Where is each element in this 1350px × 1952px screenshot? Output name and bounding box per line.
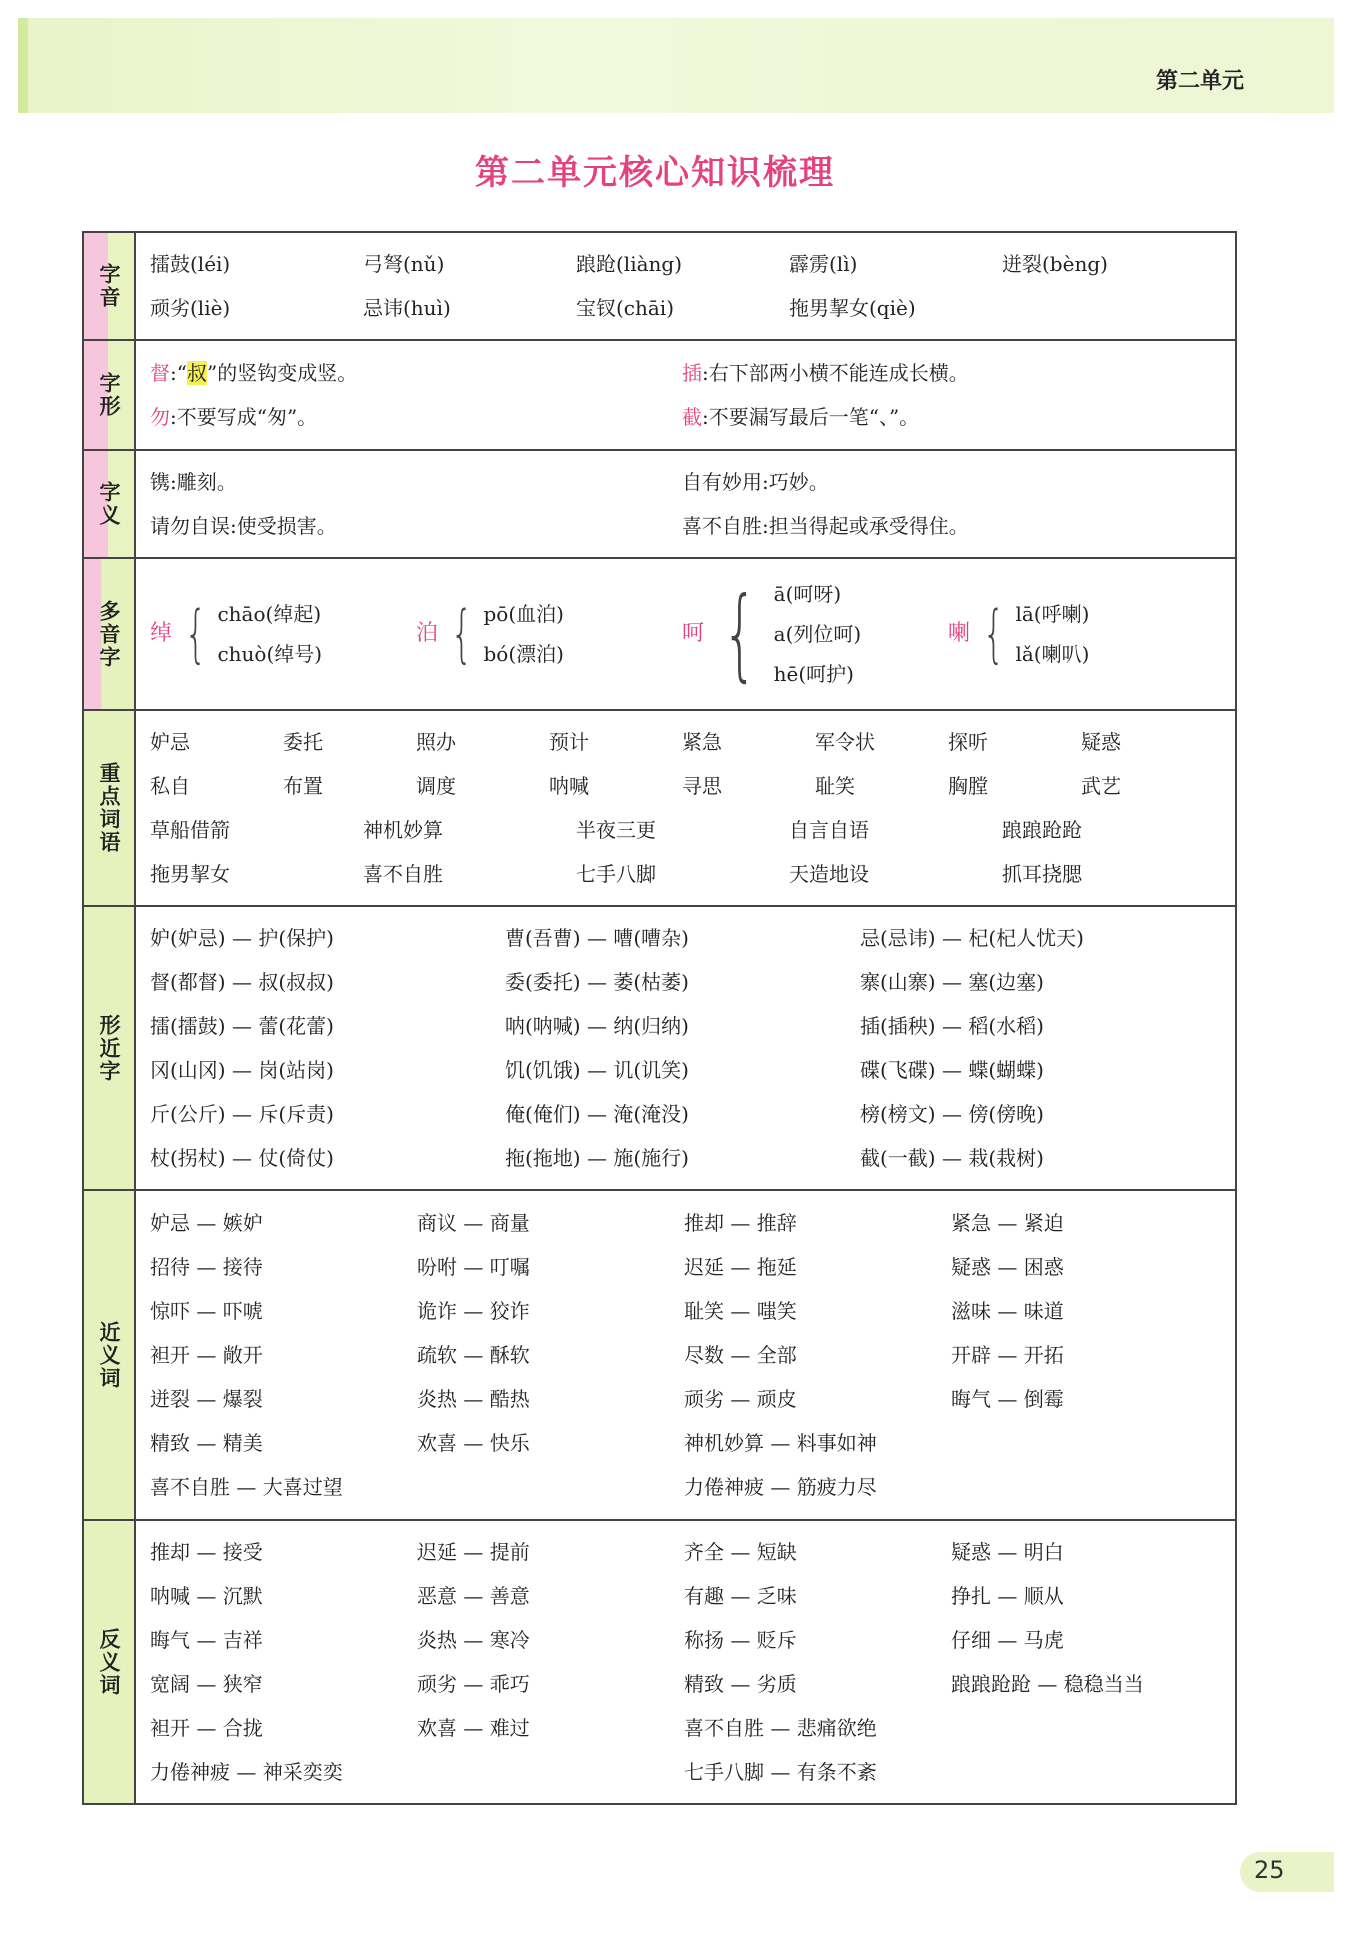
zixing-grid (150, 351, 1235, 439)
fanyi-item: 七手八脚 — 有条不紊 (684, 1760, 877, 1784)
section-ziyi (83, 450, 1236, 558)
ciyu-item: 神机妙算 (363, 818, 443, 842)
section-label-xingjin: 形近字 (83, 906, 135, 1190)
ciyu-item: 天造地设 (789, 862, 869, 886)
xingjin-item: 榜(榜文) — 傍(傍晚) (860, 1102, 1044, 1126)
fanyi-item: 炎热 — 寒冷 (417, 1628, 530, 1652)
unit-label: 第二单元 (1155, 69, 1244, 94)
xingjin-item: 饥(饥饿) — 讥(讥笑) (505, 1058, 689, 1082)
zixing-key: 截 (682, 405, 702, 429)
duoyin-char: 喇 (948, 621, 971, 646)
brace-icon: { (450, 597, 473, 670)
ciyu-item: 疑惑 (1081, 730, 1121, 754)
jinyi-item: 袒开 — 敞开 (150, 1343, 263, 1367)
ciyu-item: 呐喊 (549, 774, 589, 798)
zixing-text: :不要漏写最后一笔“、”。 (702, 405, 920, 429)
duoyin-reading: lǎ(喇叭) (1015, 642, 1090, 666)
xingjin-item: 妒(妒忌) — 护(保护) (150, 926, 334, 950)
ziyin-item: 迸裂(bèng) (1002, 252, 1108, 276)
duoyin-char: 呵 (682, 621, 705, 646)
jinyi-item: 惊吓 — 吓唬 (150, 1299, 263, 1323)
top-band (18, 18, 1334, 113)
ciyu-item: 耻笑 (815, 774, 855, 798)
jinyi-item: 商议 — 商量 (417, 1211, 530, 1235)
jinyi-item: 耻笑 — 嗤笑 (684, 1299, 797, 1323)
xingjin-item: 督(都督) — 叔(叔叔) (150, 970, 334, 994)
fanyi-item: 疑惑 — 明白 (951, 1540, 1064, 1564)
section-jinyi (83, 1190, 1236, 1520)
xingjin-item: 忌(忌讳) — 杞(杞人忧天) (860, 926, 1084, 950)
xingjin-item: 斤(公斤) — 斥(斥责) (150, 1102, 334, 1126)
section-content-xingjin (135, 906, 1236, 1190)
xingjin-item: 杖(拐杖) — 仗(倚仗) (150, 1146, 334, 1170)
ciyu-item: 抓耳挠腮 (1002, 862, 1082, 886)
fanyi-item: 有趣 — 乏味 (684, 1584, 797, 1608)
ziyin-item: 弓弩(nǔ) (363, 252, 445, 276)
fanyi-item: 呐喊 — 沉默 (150, 1584, 263, 1608)
fanyi-item: 顽劣 — 乖巧 (417, 1672, 530, 1696)
ziyi-item: 请勿自误:使受损害。 (150, 514, 337, 538)
jinyi-grid (150, 1201, 1235, 1509)
ciyu-item: 喜不自胜 (363, 862, 443, 886)
section-content-ziyi (135, 450, 1236, 558)
jinyi-item: 迟延 — 拖延 (684, 1255, 797, 1279)
jinyi-item: 尽数 — 全部 (684, 1343, 797, 1367)
fanyi-item: 踉踉跄跄 — 稳稳当当 (951, 1672, 1144, 1696)
duoyin-reading: lā(呼喇) (1015, 602, 1090, 626)
section-ciyu (83, 710, 1236, 906)
jinyi-item: 神机妙算 — 料事如神 (684, 1431, 877, 1455)
duoyin-reading: pō(血泊) (483, 602, 564, 626)
ziyi-item: 喜不自胜:担当得起或承受得住。 (682, 514, 969, 538)
jinyi-item: 力倦神疲 — 筋疲力尽 (684, 1475, 877, 1499)
ziyin-item: 顽劣(liè) (150, 296, 231, 320)
zixing-key: 勿 (150, 405, 170, 429)
fanyi-item: 晦气 — 吉祥 (150, 1628, 263, 1652)
jinyi-item: 顽劣 — 顽皮 (684, 1387, 797, 1411)
xingjin-item: 擂(擂鼓) — 蕾(花蕾) (150, 1014, 334, 1038)
duoyin-reading: chāo(绰起) (217, 602, 322, 626)
ciyu-item: 军令状 (815, 730, 875, 754)
duoyin-readings (483, 594, 563, 674)
jinyi-item: 吩咐 — 叮嘱 (417, 1255, 530, 1279)
jinyi-item: 迸裂 — 爆裂 (150, 1387, 263, 1411)
ciyu-item: 妒忌 (150, 730, 190, 754)
jinyi-item: 招待 — 接待 (150, 1255, 263, 1279)
duoyin-group (682, 574, 948, 694)
ziyin-item: 拖男挈女(qiè) (789, 296, 916, 320)
xingjin-item: 呐(呐喊) — 纳(归纳) (505, 1014, 689, 1038)
fanyi-item: 仔细 — 马虎 (951, 1628, 1064, 1652)
jinyi-item: 推却 — 推辞 (684, 1211, 797, 1235)
fanyi-item: 挣扎 — 顺从 (951, 1584, 1064, 1608)
zixing-item (150, 351, 682, 395)
fanyi-item: 宽阔 — 狭窄 (150, 1672, 263, 1696)
section-content-ciyu (135, 710, 1236, 906)
duoyin-char: 绰 (150, 621, 173, 646)
xingjin-item: 委(委托) — 萎(枯萎) (505, 970, 689, 994)
section-content-zixing (135, 340, 1236, 450)
duoyin-reading: bó(漂泊) (483, 642, 564, 666)
duoyin-group (416, 594, 682, 674)
ciyu-item: 探听 (948, 730, 988, 754)
ciyu-item: 胸膛 (948, 774, 988, 798)
section-label-zixing: 字形 (83, 340, 135, 450)
xingjin-item: 曹(吾曹) — 嘈(嘈杂) (505, 926, 689, 950)
page-title: 第二单元核心知识梳理 (475, 153, 835, 193)
duoyin-group (150, 594, 416, 674)
duoyin-readings (1015, 594, 1089, 674)
jinyi-item: 疏软 — 酥软 (417, 1343, 530, 1367)
page-number: 25 (1254, 1856, 1285, 1884)
ciyu-item: 调度 (416, 774, 456, 798)
knowledge-table (82, 231, 1237, 1805)
duoyin-readings (774, 574, 862, 694)
jinyi-item: 紧急 — 紧迫 (951, 1211, 1064, 1235)
fanyi-item: 称扬 — 贬斥 (684, 1628, 797, 1652)
duoyin-reading: hē(呵护) (773, 662, 854, 686)
jinyi-item: 妒忌 — 嫉妒 (150, 1211, 263, 1235)
jinyi-item: 滋味 — 味道 (951, 1299, 1064, 1323)
ciyu-item: 私自 (150, 774, 190, 798)
ciyu-item: 委托 (283, 730, 323, 754)
jinyi-item: 精致 — 精美 (150, 1431, 263, 1455)
zixing-text: :不要写成“匆”。 (170, 405, 318, 429)
ciyu-item: 踉踉跄跄 (1002, 818, 1082, 842)
fanyi-item: 齐全 — 短缺 (684, 1540, 797, 1564)
xingjin-item: 寨(山寨) — 塞(边塞) (860, 970, 1044, 994)
xingjin-item: 冈(山冈) — 岗(站岗) (150, 1058, 334, 1082)
zixing-text: ”的竖钩变成竖。 (206, 361, 358, 385)
ciyu-item: 预计 (549, 730, 589, 754)
fanyi-item: 欢喜 — 难过 (417, 1716, 530, 1740)
ziyi-grid (150, 460, 1235, 548)
jinyi-item: 晦气 — 倒霉 (951, 1387, 1064, 1411)
ziyi-item: 自有妙用:巧妙。 (682, 470, 829, 494)
section-label-fanyi: 反义词 (83, 1520, 135, 1804)
section-ziyin (83, 232, 1236, 340)
xingjin-item: 截(一截) — 栽(栽树) (860, 1146, 1044, 1170)
fanyi-item: 迟延 — 提前 (417, 1540, 530, 1564)
section-content-ziyin (135, 232, 1236, 340)
zixing-text: :“ (170, 361, 187, 385)
xingjin-item: 插(插秧) — 稻(水稻) (860, 1014, 1044, 1038)
xingjin-item: 拖(拖地) — 施(施行) (505, 1146, 689, 1170)
duoyin-group (948, 594, 1214, 674)
ziyin-item: 霹雳(lì) (789, 252, 858, 276)
jinyi-item: 喜不自胜 — 大喜过望 (150, 1475, 343, 1499)
section-label-jinyi: 近义词 (83, 1190, 135, 1520)
duoyin-reading: chuò(绰号) (217, 642, 323, 666)
section-duoyin (83, 558, 1236, 710)
ciyu-item: 半夜三更 (576, 818, 656, 842)
ciyu-grid-long (150, 808, 1235, 896)
zixing-highlight: 叔 (186, 361, 207, 385)
ciyu-item: 自言自语 (789, 818, 869, 842)
brace-icon: { (184, 597, 207, 670)
ciyu-grid-short (150, 720, 1235, 808)
fanyi-item: 喜不自胜 — 悲痛欲绝 (684, 1716, 877, 1740)
jinyi-item: 欢喜 — 快乐 (417, 1431, 530, 1455)
ciyu-item: 寻思 (682, 774, 722, 798)
section-fanyi (83, 1520, 1236, 1804)
zixing-key: 督 (150, 361, 170, 385)
ciyu-item: 紧急 (682, 730, 722, 754)
duoyin-reading: a(列位呵) (773, 622, 862, 646)
fanyi-item: 精致 — 劣质 (684, 1672, 797, 1696)
ciyu-item: 照办 (416, 730, 456, 754)
fanyi-item: 袒开 — 合拢 (150, 1716, 263, 1740)
jinyi-item: 诡诈 — 狡诈 (417, 1299, 530, 1323)
fanyi-item: 推却 — 接受 (150, 1540, 263, 1564)
section-content-jinyi (135, 1190, 1236, 1520)
fanyi-item: 力倦神疲 — 神采奕奕 (150, 1760, 343, 1784)
fanyi-grid (150, 1530, 1235, 1794)
section-label-ciyu: 重点词语 (83, 710, 135, 906)
jinyi-item: 炎热 — 酷热 (417, 1387, 530, 1411)
ziyin-item: 擂鼓(léi) (150, 252, 231, 276)
jinyi-item: 疑惑 — 困惑 (951, 1255, 1064, 1279)
zixing-key: 插 (682, 361, 702, 385)
zixing-text: :右下部两小横不能连成长横。 (702, 361, 969, 385)
ciyu-item: 武艺 (1081, 774, 1121, 798)
brace-icon: { (982, 597, 1005, 670)
duoyin-char: 泊 (416, 621, 439, 646)
ziyin-item: 踉跄(liàng) (576, 252, 683, 276)
zixing-item (682, 395, 1214, 439)
section-content-duoyin (135, 558, 1236, 710)
top-band-edge (18, 18, 28, 113)
ziyi-item: 镌:雕刻。 (150, 470, 237, 494)
section-label-duoyin: 多音字 (83, 558, 135, 710)
ziyin-grid (150, 242, 1235, 330)
xingjin-item: 俺(俺们) — 淹(淹没) (505, 1102, 689, 1126)
section-xingjin (83, 906, 1236, 1190)
section-label-ziyi: 字义 (83, 450, 135, 558)
jinyi-item: 开辟 — 开拓 (951, 1343, 1064, 1367)
ziyin-item: 忌讳(huì) (363, 296, 451, 320)
zixing-item (682, 351, 1214, 395)
duoyin-reading: ā(呵呀) (773, 582, 842, 606)
section-zixing (83, 340, 1236, 450)
xingjin-item: 碟(飞碟) — 蝶(蝴蝶) (860, 1058, 1044, 1082)
fanyi-item: 恶意 — 善意 (417, 1584, 530, 1608)
ciyu-item: 布置 (283, 774, 323, 798)
ziyin-item: 宝钗(chāi) (576, 296, 675, 320)
section-content-fanyi (135, 1520, 1236, 1804)
duoyin-readings (217, 594, 322, 674)
ciyu-item: 七手八脚 (576, 862, 656, 886)
brace-icon: { (722, 575, 758, 692)
section-label-ziyin: 字音 (83, 232, 135, 340)
ciyu-item: 草船借箭 (150, 818, 230, 842)
duoyin-row (150, 568, 1235, 700)
xingjin-grid (150, 916, 1235, 1180)
ciyu-item: 拖男挈女 (150, 862, 230, 886)
zixing-item (150, 395, 682, 439)
